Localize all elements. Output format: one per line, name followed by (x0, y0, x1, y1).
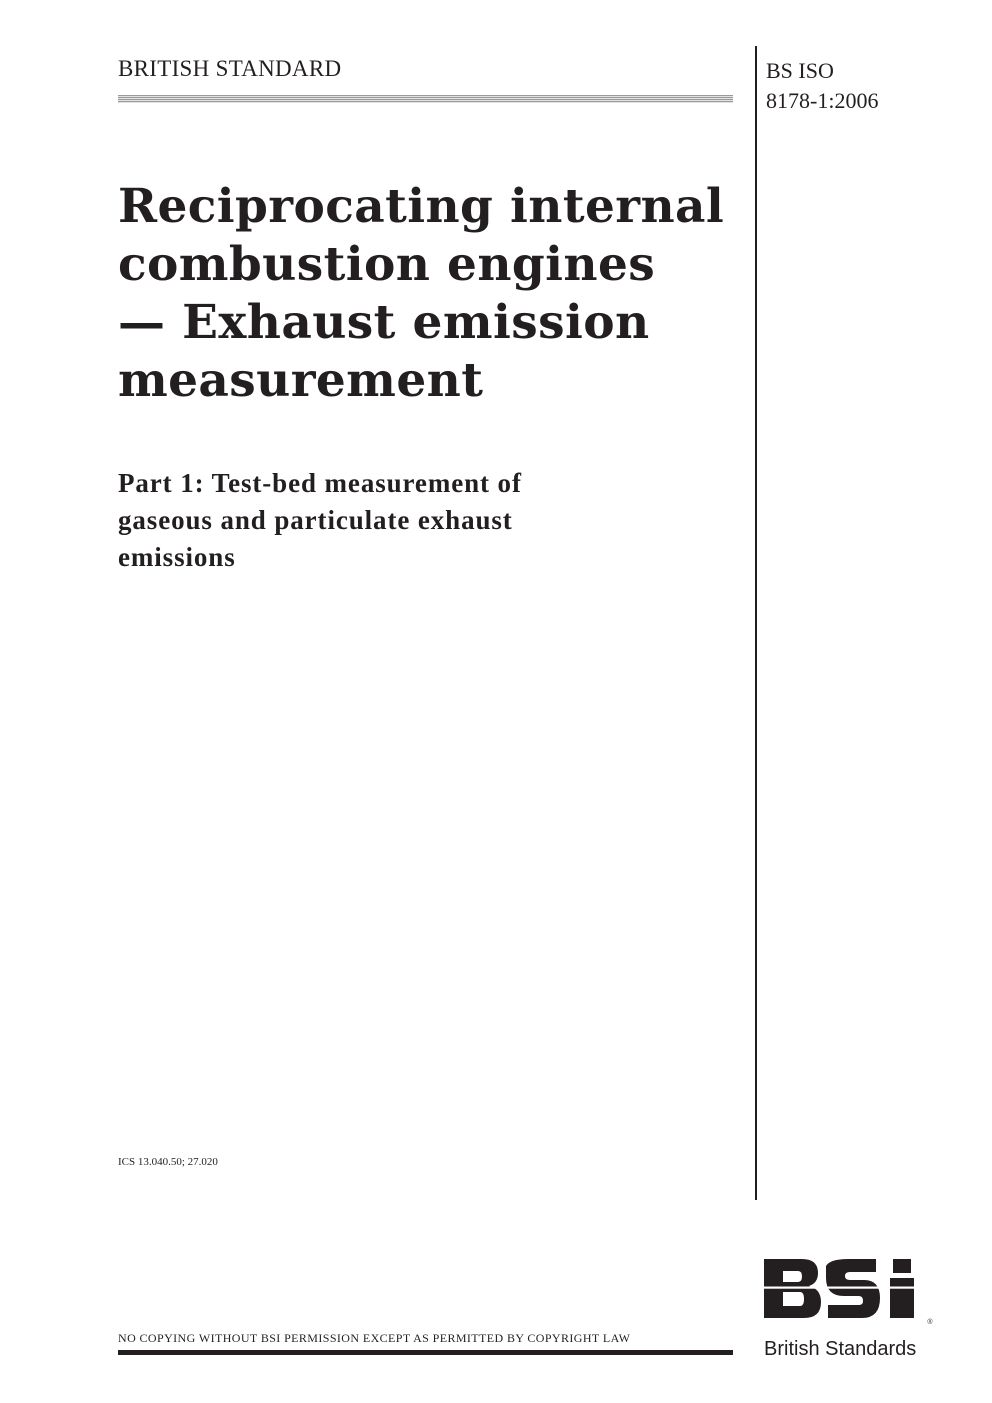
title-line-2: combustion engines (118, 237, 656, 292)
subtitle-line-2: gaseous and particulate exhaust (118, 505, 513, 535)
standard-series-label: BRITISH STANDARD (118, 56, 342, 81)
bsi-logo (764, 1256, 934, 1362)
subtitle-line-1: Part 1: Test-bed measurement of (118, 468, 522, 498)
title-line-3: — Exhaust emission (118, 295, 650, 350)
title-line-1: Reciprocating internal (118, 179, 725, 234)
footer-rule (118, 1350, 733, 1355)
document-number (766, 56, 878, 116)
registered-mark: ® (927, 1319, 933, 1326)
subtitle-line-3: emissions (118, 542, 236, 572)
header-rule (118, 95, 733, 103)
vertical-divider (755, 46, 757, 1200)
copyright-notice: NO COPYING WITHOUT BSI PERMISSION EXCEPT AS PERMITTED BY COPYRIGHT LAW (118, 1331, 631, 1345)
document-number-line-1: BS ISO (766, 58, 834, 83)
title-line-4: measurement (118, 353, 484, 408)
document-number-line-2: 8178-1:2006 (766, 88, 879, 113)
document-title (118, 178, 738, 410)
ics-code: ICS 13.040.50; 27.020 (118, 1156, 218, 1168)
bsi-wordmark: British Standards (764, 1338, 917, 1360)
document-subtitle (118, 465, 738, 576)
